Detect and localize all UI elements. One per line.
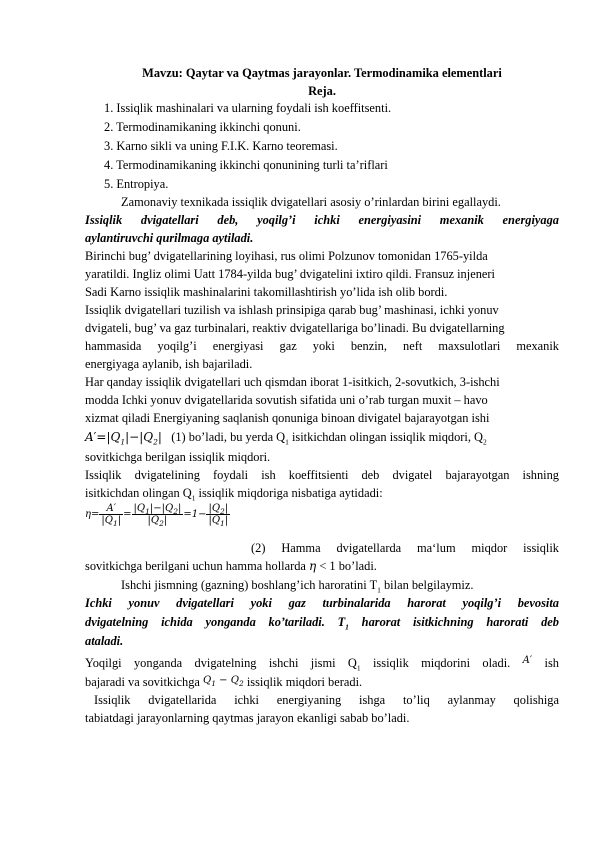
plan-item-4: 4. Termodinamikaning ikkinchi qonunining turli ta’riflari bbox=[104, 158, 388, 172]
equation-1-explanation: sovitkichga berilgan issiqlik miqdori. bbox=[85, 450, 271, 464]
efficiency-definition-line-1: Issiqlik dvigatelining foydali ish koeffitsienti deb dvigatel bajarayotgan ishning bbox=[85, 468, 559, 482]
types-line-1: Issiqlik dvigatellari tuzilish va ishlash prinsipiga qarab bug’ mashinasi, ichki yonuv bbox=[85, 303, 499, 317]
plan-item-3: 3. Karno sikli va uning F.I.K. Karno teoremasi. bbox=[104, 139, 338, 153]
plan-item-2: 2. Termodinamikaning ikkinchi qonuni. bbox=[104, 120, 301, 134]
equation-2-explanation-1: (2) Hamma dvigatellarda ma‘lum miqdor issiqlik bbox=[251, 541, 559, 555]
turbine-definition-line-3: ataladi. bbox=[85, 634, 124, 648]
work-sentence-line-1: Yoqilgi yonganda dvigatelning ishchi jismi $Q_1$ issiqlik miqdorini oladi. $^{A'}$ ish bbox=[85, 655, 559, 673]
definition-line-2: aylantiruvchi qurilmaga aytiladi. bbox=[85, 231, 254, 245]
efficiency-definition-line-2: isitkichdan olingan $Q_1$ issiqlik miqdoriga nisbatiga aytidadi: bbox=[85, 486, 383, 503]
equation-1-line: $A'=|Q_1|-|Q_2|$ (1) bo’ladi, bu yerda $Q_1$ isitkichdan olingan issiqlik miqdori, $Q_2$ bbox=[85, 430, 487, 447]
equation-1: $A'=|Q_1|-|Q_2|$ bbox=[85, 430, 162, 447]
history-line-1: Birinchi bug’ dvigatellarining loyihasi, rus olimi Polzunov tomonidan 1765-yilda bbox=[85, 249, 488, 263]
plan-heading: Reja. bbox=[308, 84, 336, 98]
definition-line-1: Issiqlik dvigatellari deb, yoqilg’i ichki energiyasini mexanik energiyaga bbox=[85, 213, 559, 227]
page-title: Mavzu: Qaytar va Qaytmas jarayonlar. Termodinamika elementlari bbox=[142, 66, 502, 80]
plan-item-1: 1. Issiqlik mashinalari va ularning foydali ish koeffitsenti. bbox=[104, 101, 392, 115]
work-symbol: A′ bbox=[522, 655, 533, 666]
history-line-3: Sadi Karno issiqlik mashinalarini takomillashtirish yo’lida ish olib bordi. bbox=[85, 285, 448, 299]
turbine-definition-line-1: Ichki yonuv dvigatellari yoki gaz turbinalarida harorat yoqilg’i bevosita bbox=[85, 596, 559, 610]
equation-2-explanation-2: sovitkichga berilgani uchun hamma hollarda η < 1 bo’ladi. bbox=[85, 559, 377, 573]
turbine-definition-line-2: dvigatelning ichida yonganda ko’tariladi. $T_1$ harorat isitkichning harorati deb bbox=[85, 615, 559, 632]
paragraph-intro: Zamonaviy texnikada issiqlik dvigatellari asosiy o’rinlardan birini egallaydi. bbox=[121, 195, 501, 209]
history-line-2: yaratildi. Ingliz olimi Uatt 1784-yilda bug’ dvigatelini ixtiro qildi. Fransuz injeneri bbox=[85, 267, 495, 281]
temperature-sentence: Ishchi jismning (gazning) boshlang’ich haroratini $T_1$ bilan belgilaymiz. bbox=[121, 578, 474, 595]
parts-line-2: modda Ichki yonuv dvigatellarida sovutish sifatida uni o’rab turgan muxit – havo bbox=[85, 393, 488, 407]
conclusion-line-2: tabiatdagi jarayonlarning qaytmas jarayon ekanligi sabab bo’ladi. bbox=[85, 711, 410, 725]
eta-symbol: η bbox=[309, 559, 317, 573]
types-line-3: hammasida yoqilg’i energiyasi gaz yoki benzin, neft maxsulotlari mexanik bbox=[85, 339, 559, 353]
plan-item-5: 5. Entropiya. bbox=[104, 177, 169, 191]
parts-line-1: Har qanday issiqlik dvigatellari uch qismdan iborat 1-isitkich, 2-sovutkich, 3-ishchi bbox=[85, 375, 500, 389]
conclusion-line-1: Issiqlik dvigatellarida ichki energiyaning ishga to’liq aylanmay qolishiga bbox=[94, 693, 559, 707]
work-sentence-line-2: bajaradi va sovitkichga $^{Q_1 - Q_2}$ issiqlik miqdori beradi. bbox=[85, 675, 363, 689]
types-line-2: dvigateli, bug’ va gaz turbinalari, reaktiv dvigatellariga bo’linadi. Bu dvigatellarning bbox=[85, 321, 505, 335]
heat-difference-formula: Q1 − Q2 bbox=[203, 675, 244, 688]
parts-line-3: xizmat qiladi Energiyaning saqlanish qonuniga binoan divigatel bajarayotgan ishi bbox=[85, 411, 490, 425]
types-line-4: energiyaga aylanib, ish bajariladi. bbox=[85, 357, 253, 371]
equation-2: η= $\frac{A'}{|Q_1|}$ = $\frac{|Q_1|-|Q_2|}{|Q_2|}$ =1− $\frac{|Q_2|}{|Q_1|}$ bbox=[85, 503, 229, 528]
